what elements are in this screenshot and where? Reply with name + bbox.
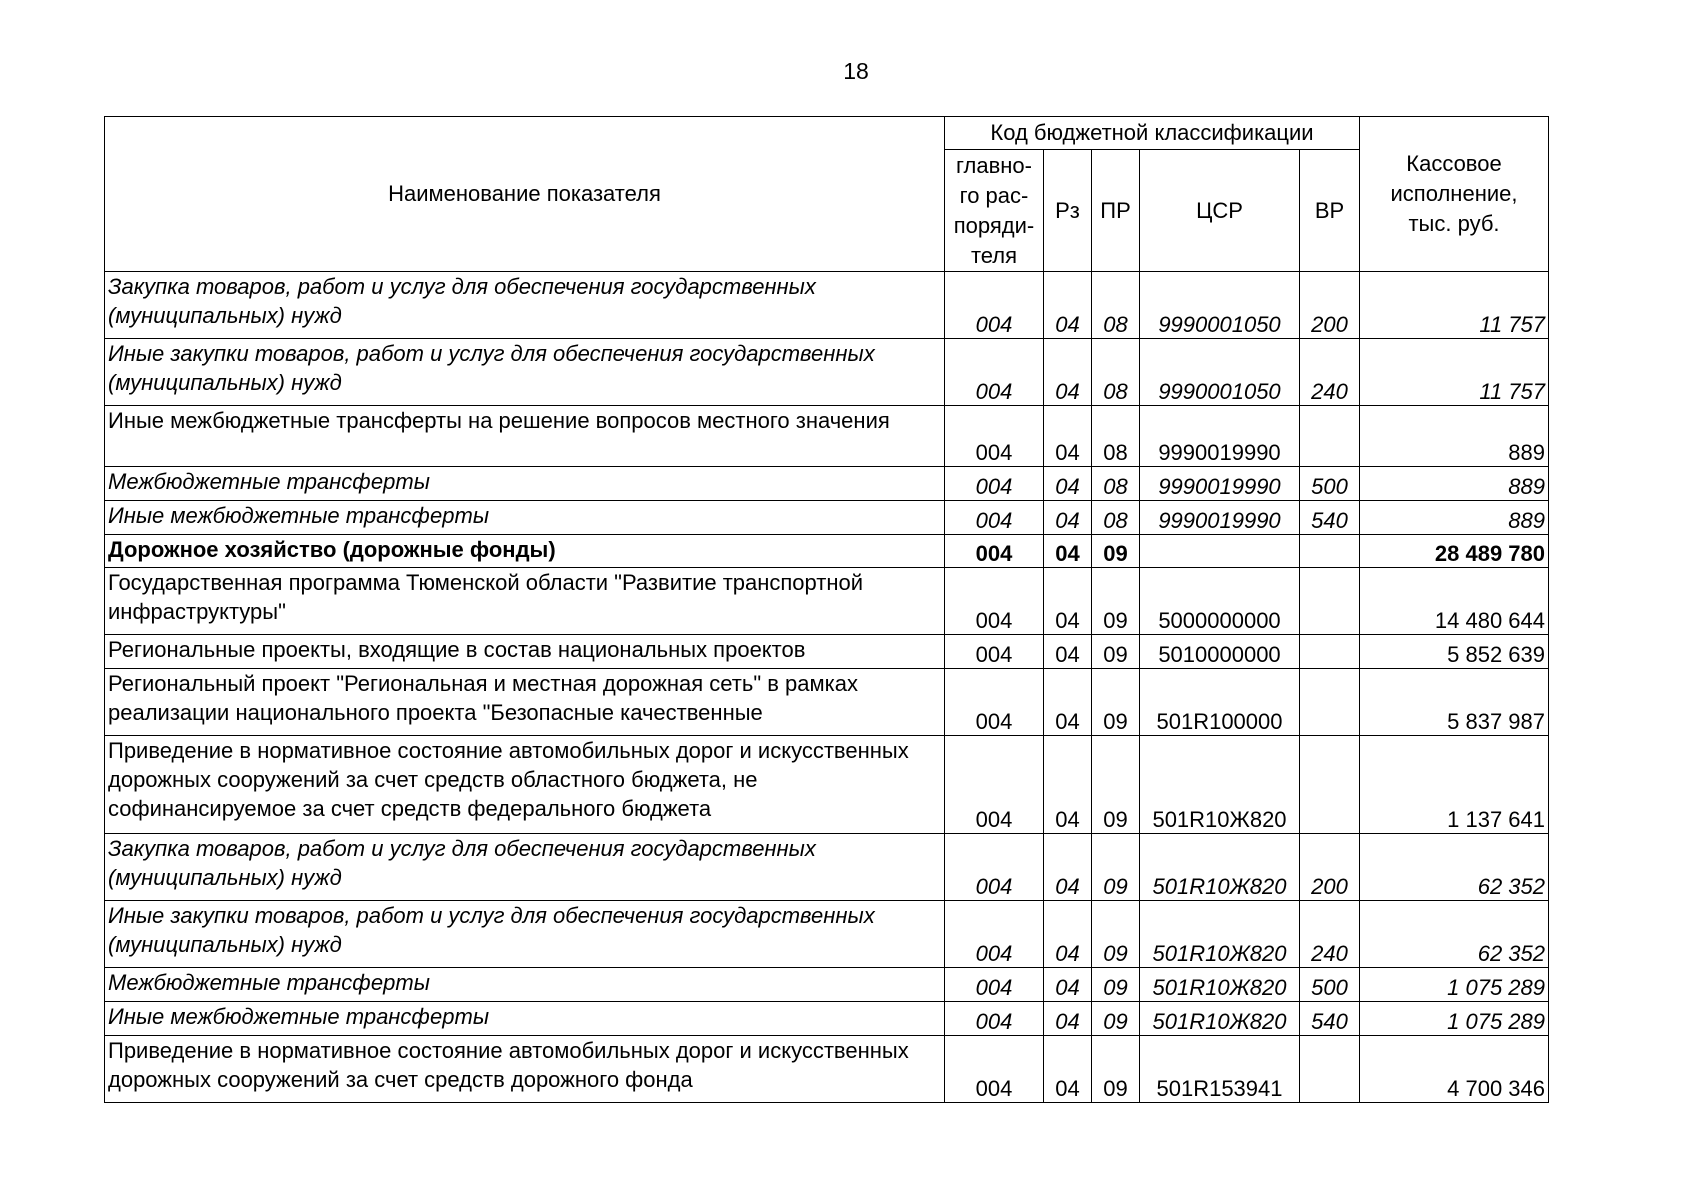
cell-grbs: 004 [945,406,1044,467]
cell-csr: 501R10Ж820 [1140,834,1300,901]
table-row [105,669,1549,736]
cell-vr [1300,568,1360,635]
table-row [105,272,1549,339]
header-vr: ВР [1300,150,1360,272]
cell-vr: 540 [1300,1002,1360,1036]
cell-pr: 09 [1092,1002,1140,1036]
cell-grbs: 004 [945,272,1044,339]
cell-csr: 9990019990 [1140,406,1300,467]
cell-csr: 5000000000 [1140,568,1300,635]
table-row [105,535,1549,568]
table-row [105,968,1549,1002]
cell-vr: 240 [1300,901,1360,968]
cell-pr: 08 [1092,467,1140,501]
cell-name: Региональные проекты, входящие в состав национальных проектов [105,635,945,669]
cell-rz: 04 [1044,568,1092,635]
cell-csr: 9990001050 [1140,339,1300,406]
cell-name: Дорожное хозяйство (дорожные фонды) [105,535,945,568]
table-row [105,339,1549,406]
cell-name: Иные закупки товаров, работ и услуг для обеспечения государственных (муниципальных) нужд [105,901,945,968]
cell-amount: 5 837 987 [1360,669,1549,736]
table-row [105,834,1549,901]
cell-rz: 04 [1044,272,1092,339]
table-header [105,117,1549,272]
cell-vr [1300,736,1360,834]
page-number: 18 [843,58,869,84]
table-row [105,568,1549,635]
cell-amount: 1 075 289 [1360,1002,1549,1036]
cell-name: Иные межбюджетные трансферты на решение вопросов местного значения [105,406,945,467]
cell-amount: 62 352 [1360,901,1549,968]
cell-amount: 1 075 289 [1360,968,1549,1002]
cell-rz: 04 [1044,339,1092,406]
cell-name: Межбюджетные трансферты [105,968,945,1002]
cell-amount: 11 757 [1360,339,1549,406]
cell-pr: 09 [1092,568,1140,635]
cell-csr: 9990019990 [1140,501,1300,535]
cell-vr: 540 [1300,501,1360,535]
cell-rz: 04 [1044,1002,1092,1036]
cell-csr: 501R10Ж820 [1140,1002,1300,1036]
table-row [105,736,1549,834]
cell-pr: 09 [1092,834,1140,901]
cell-vr [1300,669,1360,736]
cell-grbs: 004 [945,535,1044,568]
cell-pr: 08 [1092,501,1140,535]
header-name: Наименование показателя [105,117,945,272]
table-body [105,272,1549,1103]
cell-amount: 5 852 639 [1360,635,1549,669]
cell-csr: 501R10Ж820 [1140,736,1300,834]
cell-name: Региональный проект "Региональная и местная дорожная сеть" в рамках реализации национального проекта "Безопасные качественные [105,669,945,736]
table-row [105,635,1549,669]
table-row [105,901,1549,968]
cell-vr: 500 [1300,467,1360,501]
cell-csr: 9990001050 [1140,272,1300,339]
cell-amount: 14 480 644 [1360,568,1549,635]
cell-vr [1300,635,1360,669]
header-csr: ЦСР [1140,150,1300,272]
header-code-group: Код бюджетной классификации [945,117,1360,150]
cell-name: Иные межбюджетные трансферты [105,501,945,535]
cell-amount: 889 [1360,406,1549,467]
cell-grbs: 004 [945,339,1044,406]
cell-grbs: 004 [945,669,1044,736]
header-grbs: главно-го рас-поряди-теля [945,150,1044,272]
cell-rz: 04 [1044,406,1092,467]
cell-grbs: 004 [945,736,1044,834]
cell-rz: 04 [1044,467,1092,501]
cell-csr: 5010000000 [1140,635,1300,669]
cell-pr: 08 [1092,272,1140,339]
cell-pr: 08 [1092,406,1140,467]
cell-pr: 09 [1092,669,1140,736]
cell-name: Государственная программа Тюменской области "Развитие транспортной инфраструктуры" [105,568,945,635]
cell-csr: 501R100000 [1140,669,1300,736]
table-row [105,1002,1549,1036]
cell-csr: 501R153941 [1140,1036,1300,1103]
table-row [105,1036,1549,1103]
cell-amount: 11 757 [1360,272,1549,339]
cell-grbs: 004 [945,834,1044,901]
cell-name: Межбюджетные трансферты [105,467,945,501]
cell-name: Иные межбюджетные трансферты [105,1002,945,1036]
cell-csr: 501R10Ж820 [1140,901,1300,968]
cell-amount: 62 352 [1360,834,1549,901]
cell-pr: 08 [1092,339,1140,406]
cell-amount: 28 489 780 [1360,535,1549,568]
cell-grbs: 004 [945,635,1044,669]
cell-rz: 04 [1044,535,1092,568]
cell-amount: 4 700 346 [1360,1036,1549,1103]
cell-pr: 09 [1092,968,1140,1002]
table-row [105,406,1549,467]
cell-pr: 09 [1092,635,1140,669]
cell-name: Приведение в нормативное состояние автомобильных дорог и искусственных дорожных сооружений за счет средств дорожного фонда [105,1036,945,1103]
cell-grbs: 004 [945,467,1044,501]
cell-vr: 200 [1300,834,1360,901]
cell-grbs: 004 [945,901,1044,968]
cell-vr [1300,535,1360,568]
cell-grbs: 004 [945,1002,1044,1036]
cell-name: Закупка товаров, работ и услуг для обеспечения государственных (муниципальных) нужд [105,272,945,339]
cell-grbs: 004 [945,968,1044,1002]
cell-name: Приведение в нормативное состояние автомобильных дорог и искусственных дорожных сооружений за счет средств областного бюджета, не софинансируемое за счет средств федерального бюджета [105,736,945,834]
cell-vr: 200 [1300,272,1360,339]
cell-grbs: 004 [945,568,1044,635]
cell-name: Иные закупки товаров, работ и услуг для обеспечения государственных (муниципальных) нужд [105,339,945,406]
cell-vr: 500 [1300,968,1360,1002]
budget-table [104,116,1549,1103]
cell-pr: 09 [1092,736,1140,834]
cell-rz: 04 [1044,968,1092,1002]
cell-amount: 1 137 641 [1360,736,1549,834]
cell-vr [1300,406,1360,467]
cell-csr: 501R10Ж820 [1140,968,1300,1002]
cell-rz: 04 [1044,501,1092,535]
cell-pr: 09 [1092,535,1140,568]
cell-amount: 889 [1360,467,1549,501]
cell-csr: 9990019990 [1140,467,1300,501]
header-rz: Рз [1044,150,1092,272]
table-row [105,467,1549,501]
header-amount: Кассовое исполнение, тыс. руб. [1360,117,1549,272]
cell-rz: 04 [1044,834,1092,901]
cell-vr: 240 [1300,339,1360,406]
cell-rz: 04 [1044,901,1092,968]
header-pr: ПР [1092,150,1140,272]
cell-rz: 04 [1044,736,1092,834]
cell-name: Закупка товаров, работ и услуг для обеспечения государственных (муниципальных) нужд [105,834,945,901]
cell-rz: 04 [1044,669,1092,736]
cell-vr [1300,1036,1360,1103]
cell-pr: 09 [1092,1036,1140,1103]
cell-amount: 889 [1360,501,1549,535]
cell-rz: 04 [1044,1036,1092,1103]
cell-pr: 09 [1092,901,1140,968]
table-row [105,501,1549,535]
cell-grbs: 004 [945,1036,1044,1103]
cell-csr [1140,535,1300,568]
cell-rz: 04 [1044,635,1092,669]
cell-grbs: 004 [945,501,1044,535]
